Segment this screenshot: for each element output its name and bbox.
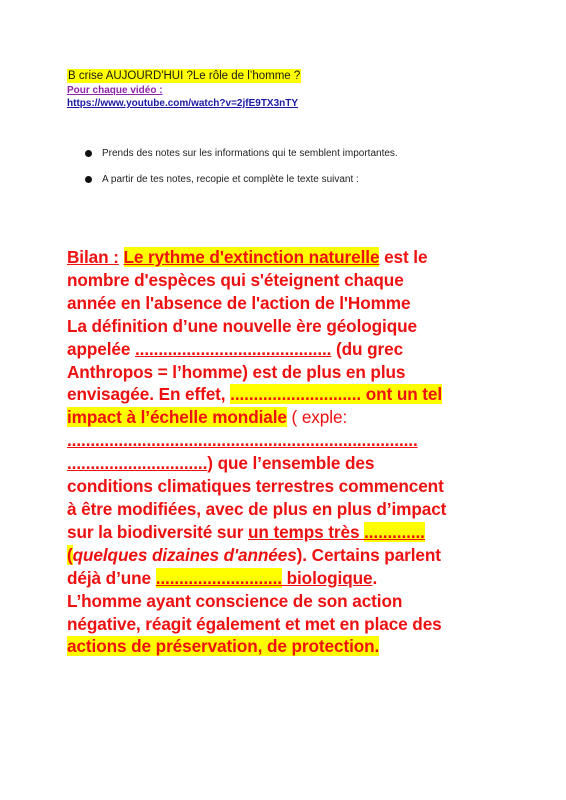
text-line: La définition d’une nouvelle ère géologique [67,315,417,336]
instruction-text: A partir de tes notes, recopie et complète le texte suivant : [102,174,359,185]
bilan-label: Bilan : [67,247,119,267]
text-line: conditions climatiques terrestres commencent [67,476,444,497]
highlight-global-impact: impact à l’échelle mondiale [67,407,287,428]
blank-example: ........................................................................... [67,430,418,451]
term-biological: biologique [281,567,373,588]
bilan-paragraph [67,246,507,658]
text-line: négative, réagit également et met en place des [67,613,442,634]
text-line: L’homme ayant conscience de son action [67,590,403,611]
text-segment: déjà d’une [67,567,156,588]
document-title: B crise AUJOURD'HUI ?Le rôle de l’homme ? [68,70,301,82]
blank-time-span: ............. [364,521,425,542]
blank-example-end: .............................. [67,453,208,474]
text-line: à être modifiées, avec de plus en plus d’impact [67,498,447,519]
text-segment: ). Certains parlent [296,544,441,565]
text-segment: . [372,567,378,588]
instruction-text: Prends des notes sur les informations qui te semblent importantes. [102,148,398,159]
blank-era-name: .......................................... [134,338,332,359]
video-link[interactable]: https://www.youtube.com/watch?v=2jfE9TX3nTY [67,98,299,109]
blank-actors: ............................ ont un tel [230,384,443,405]
text-segment: ( exple: [286,407,348,428]
term-extinction-rhythm: Le rythme d'extinction naturelle [123,247,380,267]
bullet-icon [85,150,92,157]
instruction-list [84,148,504,200]
text-line: année en l'absence de l'action de l'Homme [67,292,411,313]
text-segment: envisagée. En effet, [67,384,231,405]
instruction-item [84,174,504,186]
blank-crisis-type: ........................... [155,567,282,588]
text-line: Anthropos = l’homme) est de plus en plus [67,361,406,382]
text-line: nombre d'espèces qui s'éteignent chaque [67,269,404,290]
term-time-span: un temps très [248,521,365,542]
highlight-preservation: actions de préservation, de protection. [67,636,380,657]
instruction-item [84,148,504,160]
text-segment: ) que l’ensemble des [207,453,375,474]
video-label: Pour chaque vidéo : [67,85,163,96]
text-segment: sur la biodiversité sur [67,521,248,542]
italic-duration: quelques dizaines d'années [72,544,297,565]
text-segment: (du grec [331,338,404,359]
text-segment: ( [67,544,73,565]
text-segment: est le [379,247,428,267]
bullet-icon [85,176,92,183]
text-segment: appelée [67,338,135,359]
